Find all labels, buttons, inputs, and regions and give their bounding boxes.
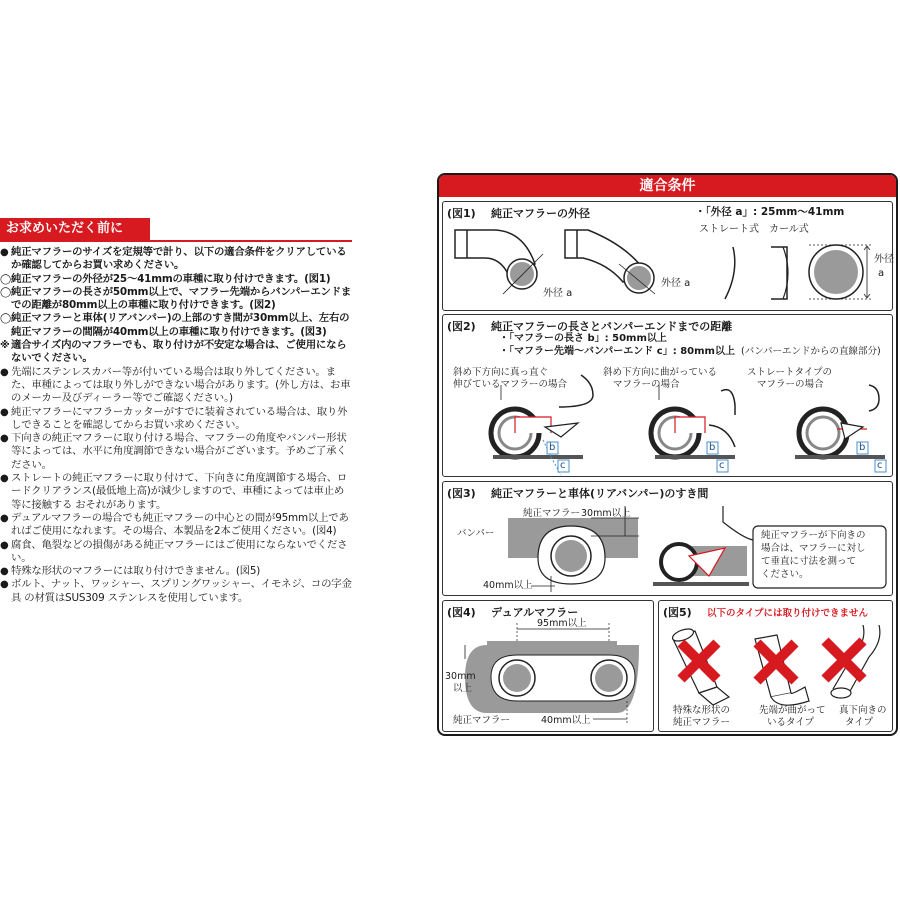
fig2-b-label-2: b [709,442,716,453]
requirement-item [0,512,352,539]
bullet-mark: ◯ [0,286,11,298]
requirement-text: 先端にステンレスカバー等が付いている場合は取り外してください。また、車種によっては取り外しができない場合があります。(外し方は、お車のメーカー及びディーラー等でご確認ください。) [11,365,351,405]
fig3-muffler-circle [555,540,587,572]
fig2-spec2-note: (バンパーエンドからの直線部分) [741,346,881,357]
fig3-note-line3: て垂直に寸法を測って [761,556,857,567]
fig5-type2-line1: 先端が曲がって [759,705,826,716]
fig1-straight-label: ストレート式 [699,224,759,235]
fig2-label: (図2) [447,320,476,333]
figure-1 [442,201,893,311]
requirement-item [0,339,352,366]
requirement-text: ボルト、ナット、ワッシャー、スプリングワッシャー、イモネジ、コの字金具 の材質はSUS309 ステンレスを使用しています。 [11,578,352,604]
fig5-label: (図5) [663,606,692,619]
requirement-text: 純正マフラーのサイズを定規等で計り、以下の適合条件をクリアしているか確認してからお買い求めください。 [11,246,347,272]
fig2-c-label-3: c [877,460,883,471]
muffler-end-2 [627,266,651,290]
fig2-b-label-3: b [859,442,866,453]
bullet-mark: ● [0,433,9,445]
fig2-case3-line2: マフラーの場合 [757,379,824,390]
fig1-outer-label: 外径 [874,254,894,265]
muffler-outer-circle [814,250,858,294]
fig5-bent-tip-drawing [755,635,809,705]
requirement-text: 特殊な形状のマフラーには取り付けできません。(図5) [11,565,261,578]
fig2-spec1: ・「マフラーの長さ b」: 50mm以上 [499,333,667,344]
requirement-text: ストレートの純正マフラーに取り付けて、下向きに角度調節する場合、ロードクリアランス(最低地上高)が減少しますので、車種によっては車止め等に接触する おそれがあります。 [11,472,348,511]
fig4-title: デュアルマフラー [491,606,579,619]
requirement-item [0,366,352,406]
fig1-outer-a-1: 外径 a [543,288,573,299]
requirements-section [0,218,352,605]
fig1-a-label: a [878,268,885,279]
bullet-mark: ● [0,473,9,485]
fig2-case1-drawing [491,375,593,475]
fig2-case3-line1: ストレートタイプの [747,367,833,378]
requirement-text: 腐食、亀裂などの損傷がある純正マフラーにはご使用にならないでください。 [11,538,348,564]
figure-4 [442,600,654,732]
bullet-mark: ● [0,539,9,551]
fig4-dim40: 40mm以上 [541,715,591,726]
requirement-text: 純正マフラーにマフラーカッターがすでに装着されている場合は、取り外しできることを確認してからお買い求めください。 [11,405,348,431]
requirement-item [0,406,352,433]
bullet-mark: ● [0,247,9,258]
bullet-mark: ● [0,512,9,524]
requirement-item [0,312,352,339]
fig3-muffler-label: 純正マフラー [523,508,581,519]
requirement-item [0,539,352,566]
fig2-case2-drawing [651,385,735,472]
fig1-drawing [443,202,894,312]
fig4-label: (図4) [447,606,476,619]
fig4-dim30: 30mm [445,671,476,682]
bullet-mark: ● [0,579,9,591]
fig2-spec2: ・「マフラー先端～バンパーエンド c」: 80mm以上 [499,346,735,357]
bullet-mark: ◯ [0,313,11,325]
straight-end-line [725,247,735,299]
fig3-note-line1: 純正マフラーが下向きの [761,530,866,541]
requirement-text: 下向きの純正マフラーに取り付ける場合、マフラーの角度やバンパー形状等によっては、水平に角度調節できない場合がございます。予めご了承ください。 [11,432,347,471]
requirement-item [0,273,352,286]
requirements-header: お求めいただく前に [0,218,150,240]
fig5-type1-line2: 純正マフラー [673,717,731,728]
fig5-downward-drawing [825,625,880,698]
figure-2 [442,314,893,477]
requirement-text: 適合サイズ内のマフラーでも、取り付けが不安定な場合は、ご使用にならないでください。 [11,339,347,365]
bullet-mark: ◯ [0,273,11,285]
bullet-mark: ※ [0,340,10,352]
fig4-dim30-above: 以上 [453,683,473,694]
requirement-text: デュアルマフラーの場合でも純正マフラーの中心との間が95mm以上であればご使用になれます。その場合、本製品を2本ご使用ください。(図4) [11,511,349,538]
fig2-c-label-2: c [719,460,725,471]
fig5-special-shape-drawing [671,627,729,705]
requirement-item [0,472,352,512]
requirement-item [0,578,352,605]
fig3-note-line4: ください。 [761,569,809,580]
curl-end-shape [771,247,787,299]
requirement-text: 純正マフラーの長さが50mm以上で、マフラー先端からバンパーエンドまでの距離が80mm以上の車種に取り付けできます。(図2) [11,285,352,312]
fig1-title: 純正マフラーの外径 [491,207,590,220]
bullet-mark: ● [0,406,9,418]
fig3-gap30: 30mm以上 [581,508,631,519]
fig5-title: 以下のタイプには取り付けできません [707,608,869,619]
fig5-type3-line2: タイプ [845,717,874,728]
requirement-text: 純正マフラーと車体(リアバンパー)の上部のすき間が30mm以上、左右の純正マフラーの間隔が40mm以上の車種に取り付けできます。(図3) [11,312,350,338]
header-rule [0,240,352,242]
fig3-bumper-label: バンパー [457,528,495,539]
compatibility-panel [437,173,898,736]
bullet-mark: ● [0,566,9,578]
fig1-label: (図1) [447,207,476,220]
fig1-outer-a-2: 外径 a [661,278,691,289]
fig2-case2-line1: 斜め下方向に曲がっている [603,367,718,378]
fig1-spec: ・「外径 a」: 25mm～41mm [695,206,845,218]
fig2-case3-drawing [795,385,886,472]
muffler-end-1 [510,262,534,286]
fig2-b-label-1: b [549,442,556,453]
requirement-item [0,432,352,472]
fig4-muffler-right [595,664,623,692]
fig4-muffler-left [503,664,531,692]
fig2-title: 純正マフラーの長さとバンパーエンドまでの距離 [491,320,733,333]
figure-3 [442,481,893,596]
panel-title: 適合条件 [439,175,896,197]
requirement-text: 純正マフラーの外径が25～41mmの車種に取り付けできます。(図1) [11,272,331,285]
fig3-label: (図3) [447,487,476,500]
fig2-c-label-1: c [560,460,566,471]
requirements-list [0,246,352,605]
fig3-gap40: 40mm以上 [483,580,533,591]
x-mark-icon [825,641,863,679]
requirement-item [0,565,352,578]
fig4-muffler-label: 純正マフラー [453,715,511,726]
fig2-case2-line2: マフラーの場合 [613,379,680,390]
bullet-mark: ● [0,366,9,378]
fig4-dim95: 95mm以上 [537,618,587,629]
figure-5 [658,600,893,732]
fig3-note-line2: 場合は、マフラーに対し [761,543,866,554]
fig1-curl-label: カール式 [769,224,809,235]
requirement-item [0,286,352,313]
fig2-case1-line1: 斜め下方向に真っ直ぐ [453,367,549,378]
fig2-drawings [443,315,894,478]
fig3-title: 純正マフラーと車体(リアバンパー)のすき間 [491,487,709,500]
fig2-case1-line2: 伸びているマフラーの場合 [453,379,568,390]
requirement-item [0,246,352,273]
fig5-type3-line1: 真下向きの [839,705,887,716]
fig5-type1-line1: 特殊な形状の [673,705,731,716]
fig5-type2-line2: いるタイプ [767,717,815,728]
